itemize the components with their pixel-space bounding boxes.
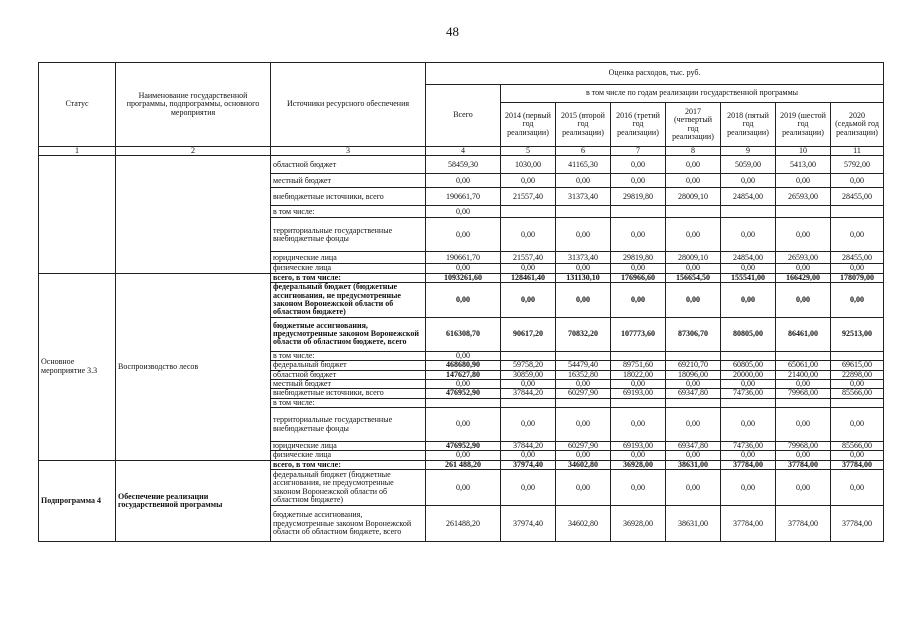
value-cell: 37974,40 — [501, 460, 556, 469]
value-cell: 41165,30 — [556, 156, 611, 174]
value-cell: 190661,70 — [426, 188, 501, 206]
value-cell: 87306,70 — [666, 317, 721, 351]
header-year: 2015 (второй год реализации) — [556, 103, 611, 147]
column-number: 1 — [39, 147, 116, 156]
column-number: 2 — [116, 147, 271, 156]
value-cell — [776, 351, 831, 360]
value-cell: 0,00 — [831, 283, 884, 318]
value-cell: 85566,00 — [831, 389, 884, 398]
value-cell: 37784,00 — [831, 460, 884, 469]
value-cell: 0,00 — [666, 174, 721, 188]
value-cell: 69347,80 — [666, 442, 721, 451]
value-cell: 0,00 — [426, 206, 501, 218]
value-cell: 0,00 — [721, 470, 776, 506]
source-label: местный бюджет — [271, 379, 426, 388]
value-cell: 0,00 — [501, 174, 556, 188]
source-label: в том числе: — [271, 206, 426, 218]
value-cell: 0,00 — [426, 283, 501, 318]
source-label: федеральный бюджет (бюджетные ассигнования, не предусмотренные законом Воронежской области об областном бюджете) — [271, 283, 426, 318]
value-cell: 21557,40 — [501, 188, 556, 206]
value-cell: 0,00 — [721, 283, 776, 318]
value-cell — [776, 206, 831, 218]
value-cell: 24854,00 — [721, 188, 776, 206]
value-cell: 166429,00 — [776, 273, 831, 282]
header-status: Статус — [39, 63, 116, 147]
value-cell: 0,00 — [831, 174, 884, 188]
value-cell: 26593,00 — [776, 188, 831, 206]
value-cell: 31373,40 — [556, 252, 611, 264]
value-cell: 0,00 — [666, 470, 721, 506]
row-measure-name: Обеспечение реализации государственной программы — [116, 460, 271, 541]
value-cell: 131130,10 — [556, 273, 611, 282]
value-cell: 0,00 — [611, 156, 666, 174]
value-cell: 69193,00 — [611, 442, 666, 451]
column-number: 4 — [426, 147, 501, 156]
value-cell — [721, 206, 776, 218]
source-label: в том числе: — [271, 351, 426, 360]
value-cell: 0,00 — [426, 351, 501, 360]
value-cell: 69210,70 — [666, 361, 721, 370]
value-cell: 0,00 — [556, 470, 611, 506]
source-label: бюджетные ассигнования, предусмотренные законом Воронежской области об областном бюджете, всего — [271, 506, 426, 542]
column-number: 7 — [611, 147, 666, 156]
value-cell: 37844,20 — [501, 442, 556, 451]
value-cell — [426, 398, 501, 407]
table-row — [39, 156, 884, 174]
source-label: физические лица — [271, 451, 426, 460]
source-label: территориальные государственные внебюджетные фонды — [271, 408, 426, 442]
header-estimate: Оценка расходов, тыс. руб. — [426, 63, 884, 85]
value-cell: 0,00 — [501, 470, 556, 506]
value-cell: 0,00 — [556, 408, 611, 442]
value-cell: 90617,20 — [501, 317, 556, 351]
value-cell — [501, 398, 556, 407]
value-cell — [666, 206, 721, 218]
value-cell: 0,00 — [426, 264, 501, 273]
value-cell: 58459,30 — [426, 156, 501, 174]
column-number: 3 — [271, 147, 426, 156]
value-cell: 107773,60 — [611, 317, 666, 351]
value-cell: 18022,00 — [611, 370, 666, 379]
value-cell: 0,00 — [501, 264, 556, 273]
value-cell: 54479,40 — [556, 361, 611, 370]
value-cell: 468680,90 — [426, 361, 501, 370]
value-cell: 0,00 — [611, 264, 666, 273]
value-cell: 28009,10 — [666, 188, 721, 206]
value-cell: 0,00 — [426, 218, 501, 252]
row-status — [39, 156, 116, 273]
column-number: 6 — [556, 147, 611, 156]
value-cell: 0,00 — [426, 451, 501, 460]
value-cell: 36928,00 — [611, 506, 666, 542]
header-year: 2017 (четвертый год реализации) — [666, 103, 721, 147]
value-cell — [501, 351, 556, 360]
value-cell: 29819,80 — [611, 252, 666, 264]
value-cell: 22898,00 — [831, 370, 884, 379]
value-cell: 74736,00 — [721, 389, 776, 398]
source-label: всего, в том числе: — [271, 460, 426, 469]
value-cell — [501, 206, 556, 218]
header-year: 2019 (шестой год реализации) — [776, 103, 831, 147]
header-year: 2020 (седьмой год реализации) — [831, 103, 884, 147]
value-cell — [556, 398, 611, 407]
value-cell: 37784,00 — [831, 506, 884, 542]
source-label: внебюджетные источники, всего — [271, 389, 426, 398]
value-cell: 0,00 — [426, 379, 501, 388]
value-cell: 0,00 — [611, 408, 666, 442]
value-cell: 28455,00 — [831, 188, 884, 206]
value-cell: 0,00 — [666, 218, 721, 252]
value-cell: 178079,00 — [831, 273, 884, 282]
value-cell — [611, 351, 666, 360]
value-cell: 0,00 — [776, 283, 831, 318]
value-cell — [831, 398, 884, 407]
value-cell: 0,00 — [501, 379, 556, 388]
table-row — [39, 460, 884, 469]
value-cell: 156654,50 — [666, 273, 721, 282]
row-measure-name — [116, 156, 271, 273]
value-cell: 0,00 — [776, 264, 831, 273]
value-cell: 21400,00 — [776, 370, 831, 379]
value-cell — [776, 398, 831, 407]
value-cell: 0,00 — [611, 218, 666, 252]
value-cell: 38631,00 — [666, 460, 721, 469]
value-cell: 261 488,20 — [426, 460, 501, 469]
value-cell: 476952,90 — [426, 442, 501, 451]
value-cell: 0,00 — [611, 379, 666, 388]
source-label: всего, в том числе: — [271, 273, 426, 282]
value-cell: 0,00 — [666, 156, 721, 174]
row-measure-name: Воспроизводство лесов — [116, 273, 271, 460]
value-cell: 92513,00 — [831, 317, 884, 351]
value-cell — [611, 398, 666, 407]
value-cell: 0,00 — [831, 470, 884, 506]
value-cell: 1093261,60 — [426, 273, 501, 282]
value-cell: 0,00 — [666, 408, 721, 442]
value-cell: 34602,80 — [556, 460, 611, 469]
value-cell: 37784,00 — [776, 460, 831, 469]
value-cell — [721, 398, 776, 407]
value-cell: 0,00 — [611, 470, 666, 506]
value-cell: 79968,00 — [776, 442, 831, 451]
header-year: 2016 (третий год реализации) — [611, 103, 666, 147]
value-cell: 0,00 — [831, 451, 884, 460]
value-cell: 0,00 — [776, 470, 831, 506]
header-row — [39, 63, 884, 85]
source-label: федеральный бюджет (бюджетные ассигнования, не предусмотренные законом Воронежской области об областном бюджете) — [271, 470, 426, 506]
value-cell: 24854,00 — [721, 252, 776, 264]
source-label: федеральный бюджет — [271, 361, 426, 370]
source-label: в том числе: — [271, 398, 426, 407]
value-cell: 176966,60 — [611, 273, 666, 282]
source-label: юридические лица — [271, 442, 426, 451]
value-cell: 60297,90 — [556, 442, 611, 451]
value-cell: 16352,80 — [556, 370, 611, 379]
column-number: 11 — [831, 147, 884, 156]
table-row — [39, 273, 884, 282]
header-name: Наименование государственной программы, подпрограммы, основного мероприятия — [116, 63, 271, 147]
column-number: 10 — [776, 147, 831, 156]
value-cell: 0,00 — [611, 283, 666, 318]
value-cell: 0,00 — [776, 451, 831, 460]
value-cell: 80805,00 — [721, 317, 776, 351]
value-cell: 0,00 — [721, 218, 776, 252]
value-cell: 20000,00 — [721, 370, 776, 379]
value-cell — [666, 351, 721, 360]
value-cell: 0,00 — [556, 283, 611, 318]
value-cell: 37784,00 — [776, 506, 831, 542]
value-cell: 0,00 — [556, 379, 611, 388]
value-cell: 69347,80 — [666, 389, 721, 398]
value-cell: 1030,00 — [501, 156, 556, 174]
value-cell — [666, 398, 721, 407]
value-cell: 5413,00 — [776, 156, 831, 174]
value-cell: 0,00 — [721, 408, 776, 442]
header-sources: Источники ресурсного обеспечения — [271, 63, 426, 147]
value-cell: 36928,00 — [611, 460, 666, 469]
value-cell: 0,00 — [556, 451, 611, 460]
value-cell: 85566,00 — [831, 442, 884, 451]
value-cell: 0,00 — [556, 218, 611, 252]
budget-table — [38, 62, 884, 542]
source-label: областной бюджет — [271, 370, 426, 379]
value-cell: 0,00 — [556, 264, 611, 273]
value-cell: 190661,70 — [426, 252, 501, 264]
value-cell: 476952,90 — [426, 389, 501, 398]
value-cell: 0,00 — [721, 264, 776, 273]
value-cell: 69193,00 — [611, 389, 666, 398]
value-cell: 37974,40 — [501, 506, 556, 542]
value-cell: 69615,00 — [831, 361, 884, 370]
value-cell: 79968,00 — [776, 389, 831, 398]
header-total: Всего — [426, 85, 501, 147]
value-cell: 0,00 — [721, 174, 776, 188]
value-cell: 30859,00 — [501, 370, 556, 379]
value-cell: 31373,40 — [556, 188, 611, 206]
value-cell: 28009,10 — [666, 252, 721, 264]
source-label: местный бюджет — [271, 174, 426, 188]
source-label: внебюджетные источники, всего — [271, 188, 426, 206]
value-cell: 0,00 — [426, 470, 501, 506]
source-label: физические лица — [271, 264, 426, 273]
header-year: 2018 (пятый год реализации) — [721, 103, 776, 147]
value-cell — [831, 206, 884, 218]
value-cell: 0,00 — [501, 408, 556, 442]
value-cell: 70832,20 — [556, 317, 611, 351]
value-cell: 0,00 — [831, 408, 884, 442]
value-cell: 0,00 — [776, 408, 831, 442]
value-cell: 37784,00 — [721, 460, 776, 469]
value-cell — [831, 351, 884, 360]
source-label: бюджетные ассигнования, предусмотренные законом Воронежской области об областном бюджете, всего — [271, 317, 426, 351]
value-cell: 0,00 — [501, 283, 556, 318]
value-cell: 155541,00 — [721, 273, 776, 282]
value-cell: 0,00 — [501, 218, 556, 252]
value-cell: 147627,80 — [426, 370, 501, 379]
value-cell: 0,00 — [831, 264, 884, 273]
value-cell: 0,00 — [426, 174, 501, 188]
value-cell: 59758,20 — [501, 361, 556, 370]
value-cell: 0,00 — [666, 283, 721, 318]
value-cell: 65061,00 — [776, 361, 831, 370]
value-cell — [721, 351, 776, 360]
value-cell: 0,00 — [831, 218, 884, 252]
value-cell: 0,00 — [721, 379, 776, 388]
value-cell: 38631,00 — [666, 506, 721, 542]
value-cell: 0,00 — [721, 451, 776, 460]
header-year: 2014 (первый год реализации) — [501, 103, 556, 147]
value-cell: 616308,70 — [426, 317, 501, 351]
column-number-row — [39, 147, 884, 156]
value-cell: 128461,40 — [501, 273, 556, 282]
value-cell: 28455,00 — [831, 252, 884, 264]
value-cell — [611, 206, 666, 218]
value-cell — [556, 351, 611, 360]
page-number: 48 — [446, 24, 459, 39]
value-cell: 0,00 — [776, 218, 831, 252]
value-cell: 0,00 — [501, 451, 556, 460]
value-cell: 21557,40 — [501, 252, 556, 264]
row-status: Основное мероприятие 3.3 — [39, 273, 116, 460]
row-status: Подпрограмма 4 — [39, 460, 116, 541]
value-cell: 0,00 — [426, 408, 501, 442]
value-cell: 37784,00 — [721, 506, 776, 542]
value-cell: 34602,80 — [556, 506, 611, 542]
value-cell: 0,00 — [776, 379, 831, 388]
value-cell: 0,00 — [556, 174, 611, 188]
value-cell: 60297,90 — [556, 389, 611, 398]
source-label: областной бюджет — [271, 156, 426, 174]
value-cell: 74736,00 — [721, 442, 776, 451]
value-cell: 0,00 — [776, 174, 831, 188]
value-cell: 26593,00 — [776, 252, 831, 264]
value-cell: 60805,00 — [721, 361, 776, 370]
value-cell: 0,00 — [611, 451, 666, 460]
source-label: юридические лица — [271, 252, 426, 264]
value-cell: 89751,60 — [611, 361, 666, 370]
value-cell: 86461,00 — [776, 317, 831, 351]
value-cell: 29819,80 — [611, 188, 666, 206]
value-cell: 0,00 — [666, 379, 721, 388]
value-cell: 0,00 — [831, 379, 884, 388]
value-cell — [556, 206, 611, 218]
value-cell: 5059,00 — [721, 156, 776, 174]
value-cell: 0,00 — [611, 174, 666, 188]
value-cell: 5792,00 — [831, 156, 884, 174]
value-cell: 261488,20 — [426, 506, 501, 542]
column-number: 9 — [721, 147, 776, 156]
value-cell: 37844,20 — [501, 389, 556, 398]
source-label: территориальные государственные внебюджетные фонды — [271, 218, 426, 252]
value-cell: 18096,00 — [666, 370, 721, 379]
value-cell: 0,00 — [666, 451, 721, 460]
header-by-years: в том числе по годам реализации государственной программы — [501, 85, 884, 103]
column-number: 8 — [666, 147, 721, 156]
column-number: 5 — [501, 147, 556, 156]
value-cell: 0,00 — [666, 264, 721, 273]
